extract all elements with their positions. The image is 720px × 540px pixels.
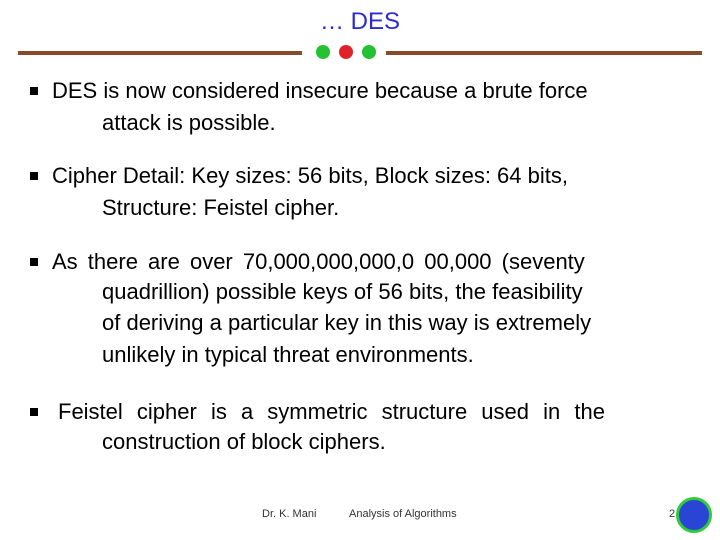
decor-dot-2 <box>339 45 353 59</box>
footer-course: Analysis of Algorithms <box>349 508 457 520</box>
page-number: 2 <box>669 508 676 520</box>
bullet-3-line-4: unlikely in typical threat environments. <box>102 342 474 367</box>
bullet-marker-icon <box>30 258 38 266</box>
bullet-3-line-1: As there are over 70,000,000,000,0 00,000 (seventy <box>52 249 585 274</box>
bullet-3-line-3: of deriving a particular key in this way is extremely <box>102 310 592 335</box>
bullet-2-line-2: Structure: Feistel cipher. <box>102 195 340 220</box>
decor-dot-1 <box>316 45 330 59</box>
bullet-4-line-1: Feistel cipher is a symmetric structure used in the <box>58 399 605 424</box>
bullet-marker-icon <box>30 172 38 180</box>
title-rule-right <box>386 51 702 55</box>
bullet-3-line-2: quadrillion) possible keys of 56 bits, the feasibility <box>102 279 583 304</box>
bullet-marker-icon <box>30 87 38 95</box>
footer-author: Dr. K. Mani <box>262 508 317 520</box>
bullet-2-line-1: Cipher Detail: Key sizes: 56 bits, Block sizes: 64 bits, <box>52 163 568 188</box>
bullet-4-line-2: construction of block ciphers. <box>102 429 386 454</box>
bullet-1-line-2: attack is possible. <box>102 110 276 135</box>
page-number-badge <box>676 497 712 533</box>
decor-dot-3 <box>362 45 376 59</box>
title-rule-left <box>18 51 302 55</box>
slide-title: … DES <box>319 8 400 35</box>
bullet-1-line-1: DES is now considered insecure because a brute force <box>52 78 588 103</box>
bullet-marker-icon <box>30 408 38 416</box>
